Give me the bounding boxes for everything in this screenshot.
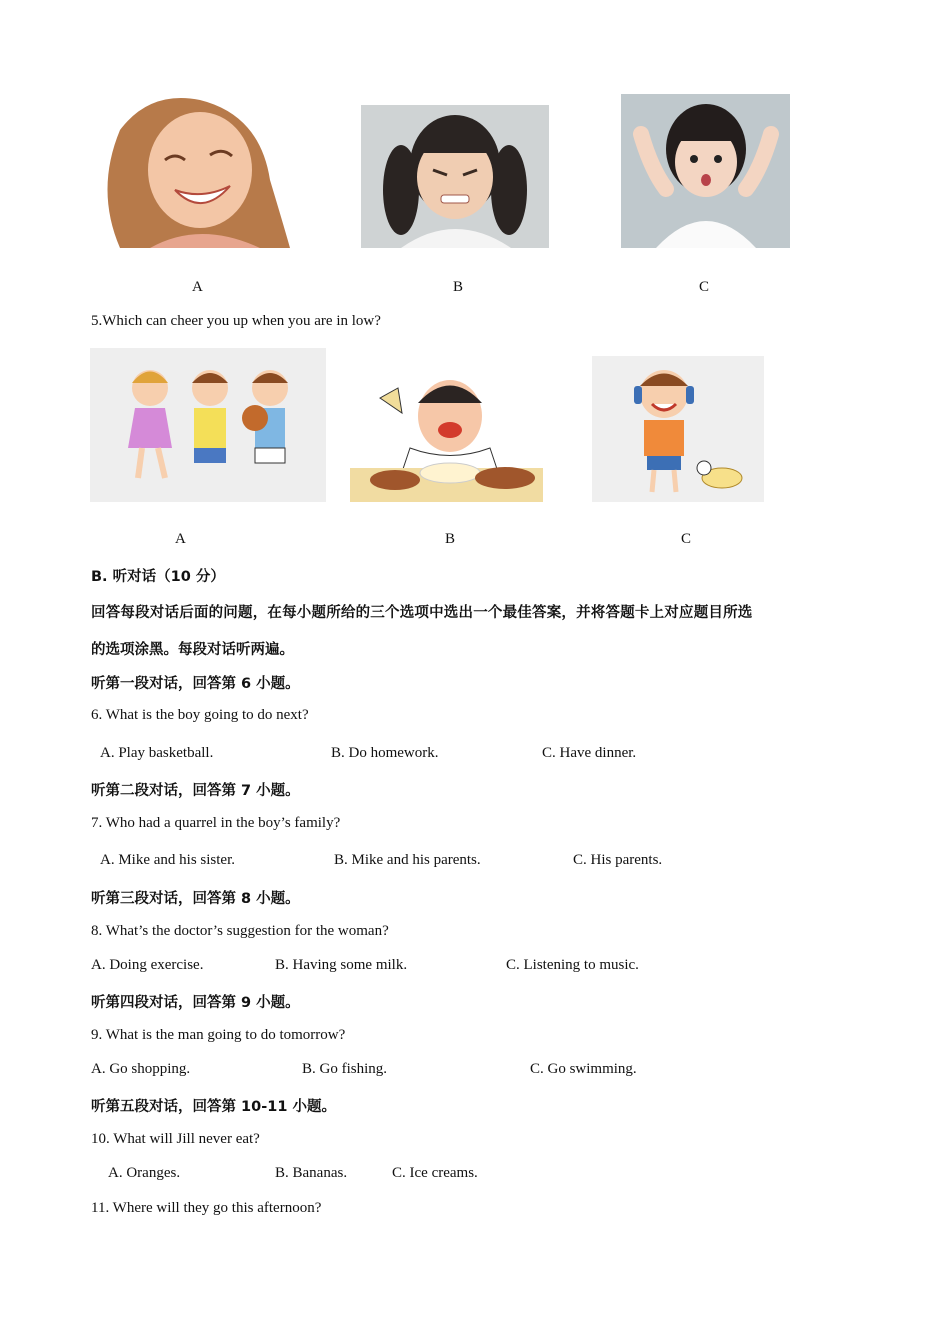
- q9-option-b: B. Go fishing.: [302, 1061, 388, 1077]
- dialogue-2-header: 听第二段对话，回答第 7 小题。: [91, 783, 300, 799]
- q9-question: 9. What is the man going to do tomorrow?: [91, 1027, 346, 1043]
- cartoon-boy-eating: [350, 368, 543, 502]
- dialogue-1-header: 听第一段对话，回答第 6 小题。: [91, 676, 300, 692]
- q6-question: 6. What is the boy going to do next?: [91, 707, 309, 723]
- dialogue-4-header: 听第四段对话，回答第 9 小题。: [91, 995, 300, 1011]
- q7-question: 7. Who had a quarrel in the boy’s family?: [91, 815, 341, 831]
- q10-option-b: B. Bananas.: [275, 1165, 348, 1181]
- section-b-instruction-1: 回答每段对话后面的问题，在每小题所给的三个选项中选出一个最佳答案，并将答题卡上对应题目所选: [91, 605, 753, 621]
- q9-option-a: A. Go shopping.: [91, 1061, 191, 1077]
- q7-option-c: C. His parents.: [573, 852, 663, 868]
- q7-option-a: A. Mike and his sister.: [100, 852, 235, 868]
- q7-option-b: B. Mike and his parents.: [334, 852, 481, 868]
- q8-option-c: C. Listening to music.: [506, 957, 639, 973]
- q10-question: 10. What will Jill never eat?: [91, 1131, 260, 1147]
- q6-option-b: B. Do homework.: [331, 745, 439, 761]
- section-b-instruction-2: 的选项涂黑。每段对话听两遍。: [91, 642, 294, 658]
- q9-option-c: C. Go swimming.: [530, 1061, 637, 1077]
- photo-smiling-girl: [90, 90, 290, 248]
- section-b-title: B. 听对话（10 分）: [91, 569, 225, 585]
- q10-option-c: C. Ice creams.: [392, 1165, 478, 1181]
- cartoon-kids-sports: [90, 348, 326, 502]
- q8-option-a: A. Doing exercise.: [91, 957, 204, 973]
- q4-label-c: C: [699, 279, 710, 295]
- q10-option-a: A. Oranges.: [108, 1165, 181, 1181]
- q4-label-a: A: [192, 279, 203, 295]
- q4-label-b: B: [453, 279, 464, 295]
- photo-surprised-girl: [621, 94, 790, 248]
- q8-question: 8. What’s the doctor’s suggestion for the woman?: [91, 923, 389, 939]
- q11-question: 11. Where will they go this afternoon?: [91, 1200, 322, 1216]
- q5-label-a: A: [175, 531, 186, 547]
- q5-question: 5.Which can cheer you up when you are in low?: [91, 313, 381, 329]
- q8-option-b: B. Having some milk.: [275, 957, 408, 973]
- q6-option-a: A. Play basketball.: [100, 745, 214, 761]
- q5-label-c: C: [681, 531, 692, 547]
- cartoon-boy-music: [592, 356, 764, 502]
- photo-upset-girl: [361, 105, 549, 248]
- q6-option-c: C. Have dinner.: [542, 745, 637, 761]
- dialogue-3-header: 听第三段对话，回答第 8 小题。: [91, 891, 300, 907]
- q5-label-b: B: [445, 531, 456, 547]
- dialogue-5-header: 听第五段对话，回答第 10-11 小题。: [91, 1099, 336, 1115]
